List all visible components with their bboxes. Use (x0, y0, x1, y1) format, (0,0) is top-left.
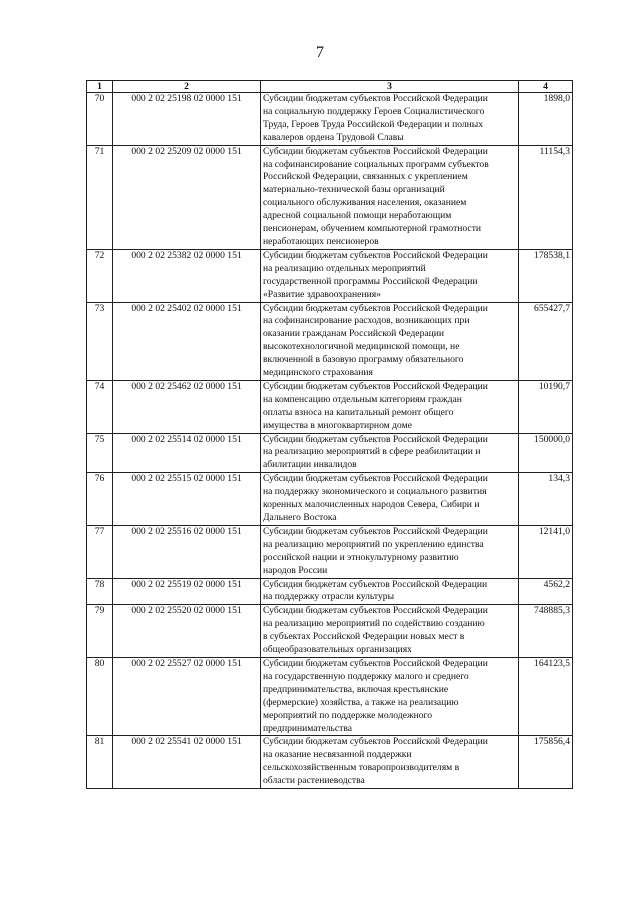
income-description-cell: Субсидии бюджетам субъектов Российской Федерации на социальную поддержку Героев Социалистического Труда, Героев Труда Российской Федерации и полных кавалеров ордена Трудовой Славы (261, 93, 519, 146)
amount-cell: 178538,1 (519, 249, 573, 302)
income-description-cell: Субсидии бюджетам субъектов Российской Федерации на софинансирование расходов, возникающих при оказании гражданам Российской Федерации высокотехнологичной медицинской помощи, не включенной в базовую программу обязательного медицинского страхования (261, 302, 519, 380)
classification-code-cell: 000 2 02 25541 02 0000 151 (113, 736, 261, 789)
row-number-cell: 71 (87, 145, 113, 249)
classification-code-cell: 000 2 02 25516 02 0000 151 (113, 525, 261, 578)
classification-code-cell: 000 2 02 25527 02 0000 151 (113, 657, 261, 735)
amount-cell: 10190,7 (519, 380, 573, 433)
table-row (87, 433, 573, 473)
income-description-cell: Субсидии бюджетам субъектов Российской Федерации на компенсацию отдельным категориям граждан оплаты взноса на капитальный ремонт общего имущества в многоквартирном доме (261, 380, 519, 433)
row-number-cell: 77 (87, 525, 113, 578)
amount-cell: 150000,0 (519, 433, 573, 473)
income-description-cell: Субсидии бюджетам субъектов Российской Федерации на реализацию мероприятий по укреплению единства российской нации и этнокультурному развитию народов России (261, 525, 519, 578)
row-number-cell: 73 (87, 302, 113, 380)
classification-code-cell: 000 2 02 25515 02 0000 151 (113, 473, 261, 526)
amount-cell: 4562,2 (519, 578, 573, 605)
income-description-cell: Субсидии бюджетам субъектов Российской Федерации на реализацию мероприятий в сфере реабилитации и абилитации инвалидов (261, 433, 519, 473)
income-description-cell: Субсидии бюджетам субъектов Российской Федерации на реализацию мероприятий по содействию созданию в субъектах Российской Федерации новых мест в общеобразовательных организациях (261, 605, 519, 658)
table-row (87, 93, 573, 146)
amount-cell: 748885,3 (519, 605, 573, 658)
amount-cell: 1898,0 (519, 93, 573, 146)
table-row (87, 249, 573, 302)
row-number-cell: 76 (87, 473, 113, 526)
row-number-cell: 75 (87, 433, 113, 473)
classification-code-cell: 000 2 02 25402 02 0000 151 (113, 302, 261, 380)
table-row (87, 145, 573, 249)
table-row (87, 525, 573, 578)
table-row (87, 578, 573, 605)
table-row (87, 657, 573, 735)
table-row (87, 605, 573, 658)
income-description-cell: Субсидии бюджетам субъектов Российской Федерации на поддержку экономического и социального развития коренных малочисленных народов Севера, Сибири и Дальнего Востока (261, 473, 519, 526)
income-description-cell: Субсидия бюджетам субъектов Российской Федерации на поддержку отрасли культуры (261, 578, 519, 605)
table-body (87, 93, 573, 789)
budget-table (86, 80, 573, 789)
row-number-cell: 81 (87, 736, 113, 789)
classification-code-cell: 000 2 02 25198 02 0000 151 (113, 93, 261, 146)
amount-cell: 12141,0 (519, 525, 573, 578)
row-number-cell: 78 (87, 578, 113, 605)
table-row (87, 380, 573, 433)
amount-cell: 175856,4 (519, 736, 573, 789)
amount-cell: 134,3 (519, 473, 573, 526)
income-description-cell: Субсидии бюджетам субъектов Российской Федерации на государственную поддержку малого и среднего предпринимательства, включая крестьянские (фермерские) хозяйства, а также на реализацию мероприятий по поддержке молодежного предпринимательства (261, 657, 519, 735)
column-header-2: 2 (113, 81, 261, 93)
row-number-cell: 72 (87, 249, 113, 302)
column-header-3: 3 (261, 81, 519, 93)
amount-cell: 164123,5 (519, 657, 573, 735)
page-number: 7 (316, 44, 324, 61)
table-header-row (87, 81, 573, 93)
table-row (87, 473, 573, 526)
income-description-cell: Субсидии бюджетам субъектов Российской Федерации на софинансирование социальных программ субъектов Российской Федерации, связанных с укреплением материально-технической базы организаций социального обслуживания населения, оказанием адресной социальной помощи неработающим пенсионерам, обучением компьютерной грамотности неработающих пенсионеров (261, 145, 519, 249)
classification-code-cell: 000 2 02 25514 02 0000 151 (113, 433, 261, 473)
row-number-cell: 70 (87, 93, 113, 146)
classification-code-cell: 000 2 02 25519 02 0000 151 (113, 578, 261, 605)
column-header-4: 4 (519, 81, 573, 93)
table-row (87, 302, 573, 380)
classification-code-cell: 000 2 02 25462 02 0000 151 (113, 380, 261, 433)
column-header-1: 1 (87, 81, 113, 93)
amount-cell: 11154,3 (519, 145, 573, 249)
row-number-cell: 80 (87, 657, 113, 735)
income-description-cell: Субсидии бюджетам субъектов Российской Федерации на реализацию отдельных мероприятий государственной программы Российской Федерации «Развитие здравоохранения» (261, 249, 519, 302)
classification-code-cell: 000 2 02 25520 02 0000 151 (113, 605, 261, 658)
classification-code-cell: 000 2 02 25382 02 0000 151 (113, 249, 261, 302)
table-row (87, 736, 573, 789)
classification-code-cell: 000 2 02 25209 02 0000 151 (113, 145, 261, 249)
row-number-cell: 79 (87, 605, 113, 658)
row-number-cell: 74 (87, 380, 113, 433)
income-description-cell: Субсидии бюджетам субъектов Российской Федерации на оказание несвязанной поддержки сельскохозяйственным товаропроизводителям в области растениеводства (261, 736, 519, 789)
amount-cell: 655427,7 (519, 302, 573, 380)
